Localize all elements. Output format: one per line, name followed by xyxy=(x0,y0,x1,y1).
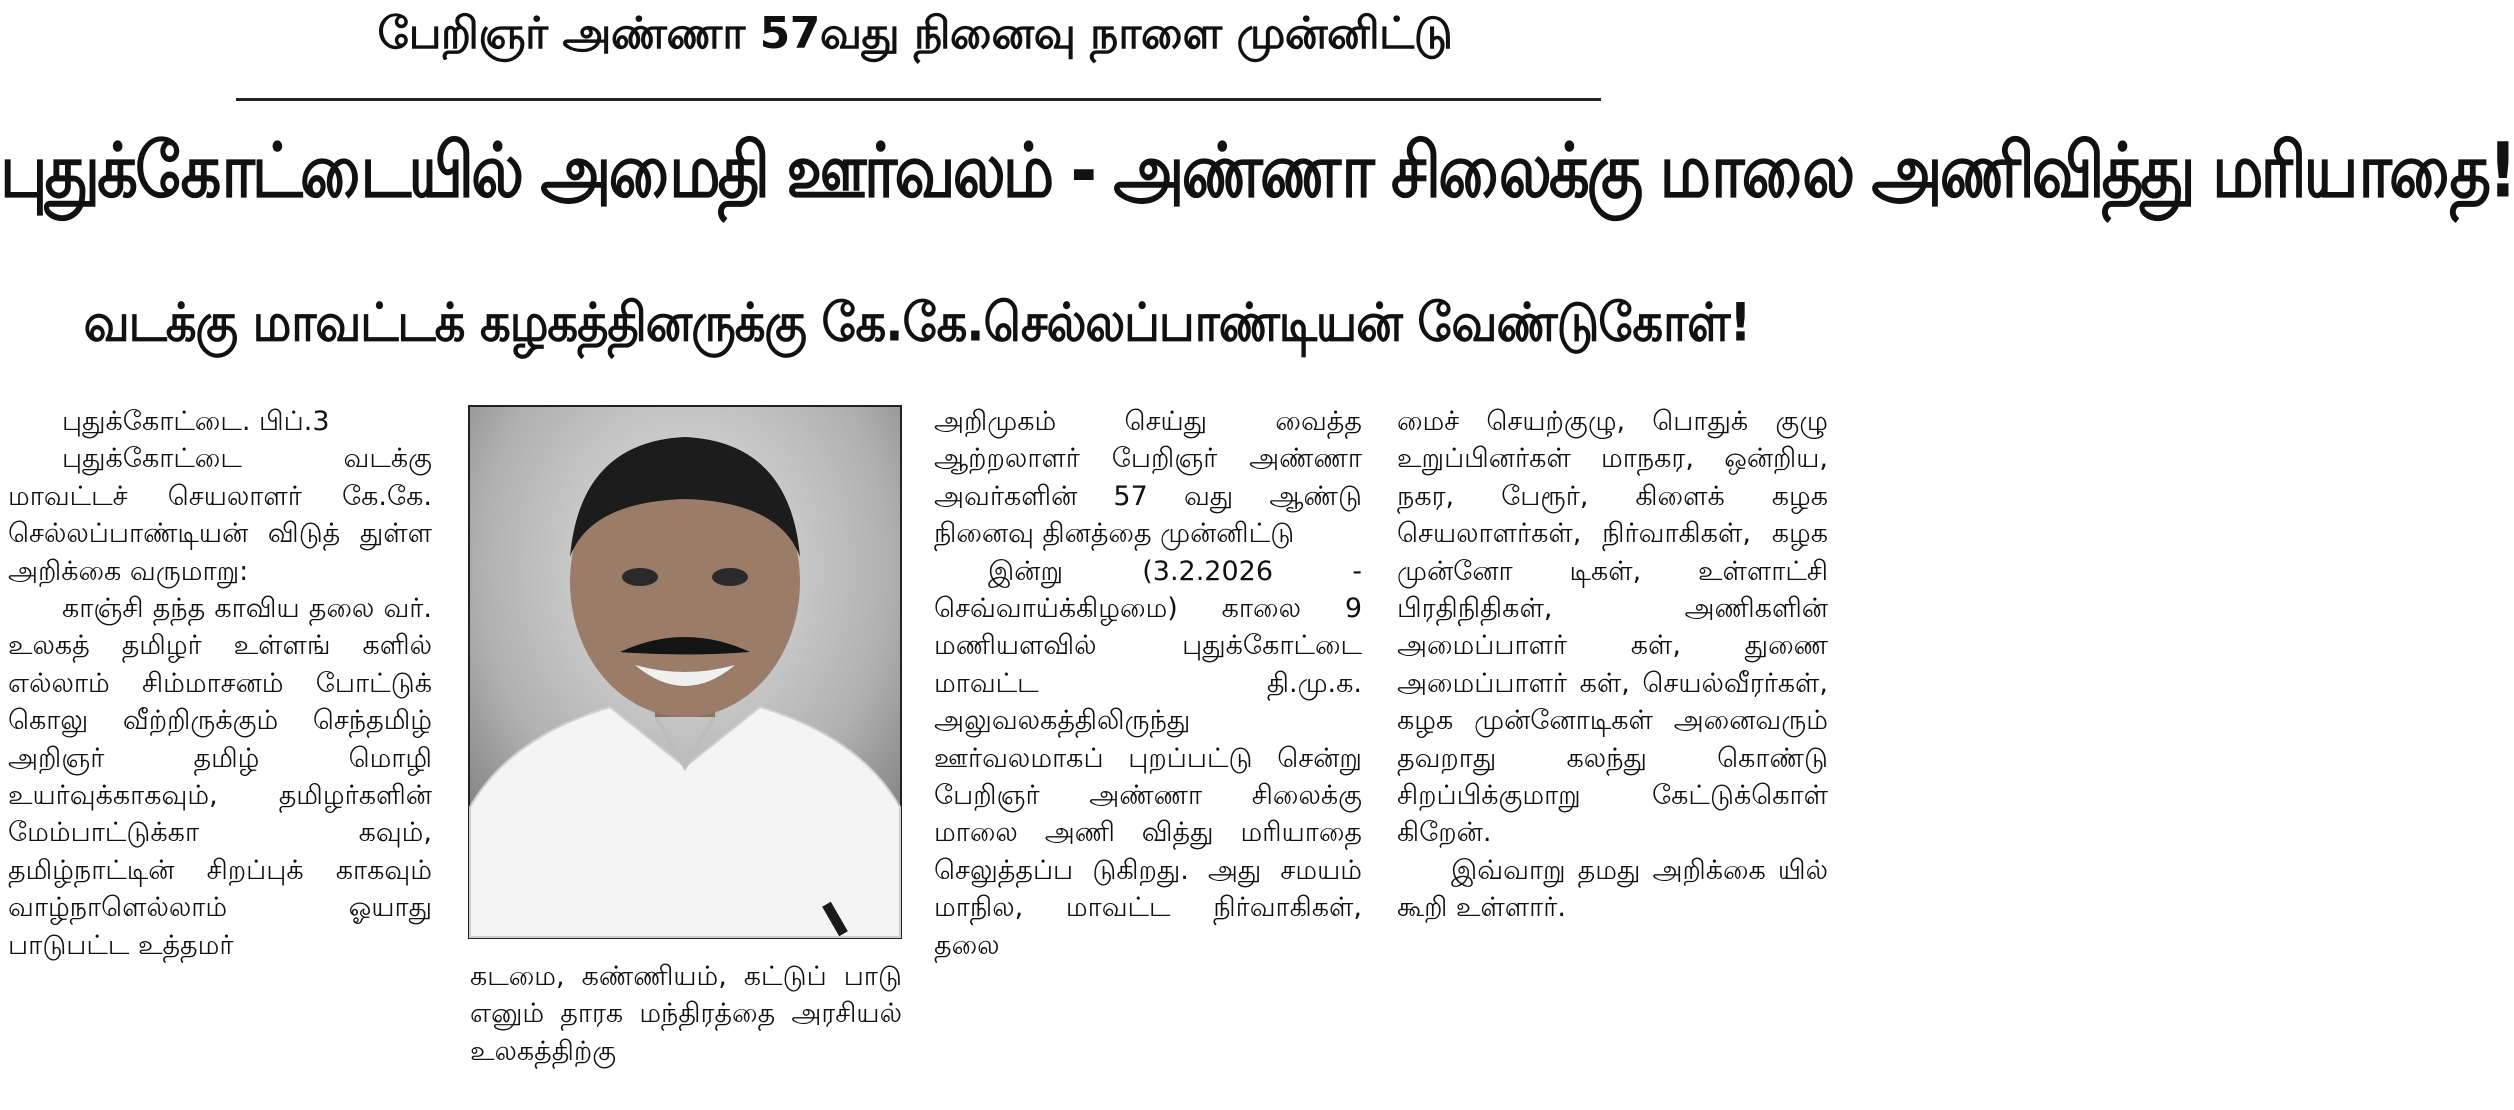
body-paragraph-3: இன்று (3.2.2026 - செவ்வாய்க்கிழமை) காலை 9 மணியளவில் புதுக்கோட்டை மாவட்ட தி.மு.க. அலுவலகத்திலிருந்து ஊர்வலமாகப் புறப்பட்டு சென்று பேறிஞர் அண்ணா சிலைக்கு மாலை அணி வித்து மரியாதை செலுத்தப்ப டுகிறது. அது சமயம் மாநில, மாவட்ட நிர்வாகிகள், தலை xyxy=(934,555,1362,961)
kicker-line: பேறிஞர் அண்ணா 57வது நினைவு நாளை முன்னிட்டு xyxy=(377,8,1453,59)
column-2 xyxy=(470,958,902,1070)
body-paragraph-2-part-2: கடமை, கண்ணியம், கட்டுப் பாடு எனும் தாரக மந்திரத்தை அரசியல் உலகத்திற்கு xyxy=(470,961,902,1067)
headline: புதுக்கோட்டையில் அமைதி ஊர்வலம் - அண்ணா சிலைக்கு மாலை அணிவித்து மரியாதை! xyxy=(0,128,2514,216)
subheadline: வடக்கு மாவட்டக் கழகத்தினருக்கு கே.கே.செல்லப்பாண்டியன் வேண்டுகோள்! xyxy=(83,292,1751,354)
body-paragraph-1: புதுக்கோட்டை வடக்கு மாவட்டச் செயலாளர் கே.கே. செல்லப்பாண்டியன் விடுத் துள்ள அறிக்கை வருமாறு: xyxy=(8,443,432,587)
portrait-illustration xyxy=(470,407,900,937)
column-1 xyxy=(8,403,432,964)
dateline: புதுக்கோட்டை. பிப்.3 xyxy=(62,406,330,437)
body-paragraph-2-part-1: காஞ்சி தந்த காவிய தலை வர். உலகத் தமிழர் உள்ளங் களில் எல்லாம் சிம்மாசனம் போட்டுக் கொலு வீற்றிருக்கும் செந்தமிழ் அறிஞர் தமிழ் மொழி உயர்வுக்காகவும், தமிழர்களின் மேம்பாட்டுக்கா கவும், தமிழ்நாட்டின் சிறப்புக் காகவும் வாழ்நாளெல்லாம் ஓயாது பாடுபட்ட உத்தமர் xyxy=(8,593,432,961)
portrait-photo xyxy=(468,405,902,939)
body-paragraph-2-part-3: அறிமுகம் செய்து வைத்த ஆற்றலாளர் பேறிஞர் அண்ணா அவர்களின் 57 வது ஆண்டு நினைவு தினத்தை முன்னிட்டு xyxy=(934,406,1362,550)
column-3 xyxy=(934,403,1362,964)
kicker-rule xyxy=(236,98,1601,101)
body-paragraph-4: இவ்வாறு தமது அறிக்கை யில் கூறி உள்ளார். xyxy=(1397,854,1828,924)
body-paragraph-3-continued: மைச் செயற்குழு, பொதுக் குழு உறுப்பினர்கள் மாநகர, ஒன்றிய, நகர, பேரூர், கிளைக் கழக செயலாளர்கள், நிர்வாகிகள், கழக முன்னோ டிகள், உள்ளாட்சி பிரதிநிதிகள், அணிகளின் அமைப்பாளர் கள், துணை அமைப்பாளர் கள், செயல்வீரர்கள், கழக முன்னோடிகள் அனைவரும் தவறாது கலந்து கொண்டு சிறப்பிக்குமாறு கேட்டுக்கொள் கிறேன். xyxy=(1397,406,1828,849)
column-4 xyxy=(1397,403,1828,927)
